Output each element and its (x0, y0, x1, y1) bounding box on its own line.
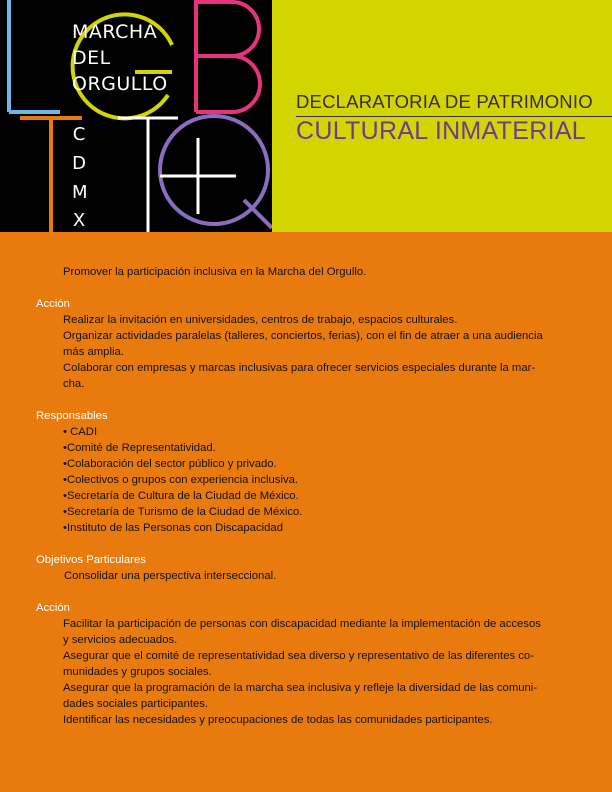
title-line-1: DECLARATORIA DE PATRIMONIO (296, 91, 593, 112)
responsable-item: • CADI (63, 426, 98, 438)
title-line-2: CULTURAL INMATERIAL (296, 117, 587, 145)
accion2-line: Facilitar la participación de personas con discapacidad mediante la implementación de accesos (63, 618, 541, 630)
section-heading-responsables: Responsables (36, 410, 108, 422)
logo-text-marcha: MARCHA (72, 21, 158, 43)
logo-text-del: DEL (72, 47, 111, 69)
logo-letter-m: M (72, 182, 88, 203)
accion1-line: cha. (63, 378, 85, 390)
accion1-line: Colaborar con empresas y marcas inclusivas para ofrecer servicios especiales durante la mar- (63, 362, 536, 374)
responsable-item: •Colectivos o grupos con experiencia inclusiva. (63, 474, 299, 486)
logo-letter-c: C (72, 124, 86, 145)
accion2-line: munidades y grupos sociales. (63, 666, 212, 678)
accion1-line: Realizar la invitación en universidades, centros de trabajo, espacios culturales. (63, 314, 458, 326)
objetivos-text: Consolidar una perspectiva interseccional. (64, 570, 277, 582)
header-banner (0, 0, 612, 232)
accion2-line: Identificar las necesidades y preocupaciones de todas las comunidades participantes. (63, 714, 493, 726)
logo-letter-x: X (72, 210, 86, 231)
accion1-line: Organizar actividades paralelas (talleres, conciertos, ferias), con el fin de atraer a una audiencia (63, 330, 543, 342)
marcha-orgullo-logo (0, 0, 272, 232)
accion2-line: Asegurar que el comité de representatividad sea diverso y representativo de las diferentes co- (63, 650, 534, 662)
accion2-line: dades sociales participantes. (63, 698, 209, 710)
logo-text-orgullo: ORGULLO (72, 73, 168, 95)
document-body (0, 232, 612, 792)
responsable-item: •Secretaría de Cultura de la Ciudad de México. (63, 490, 299, 502)
responsable-item: •Secretaría de Turismo de la Ciudad de México. (63, 506, 303, 518)
section-heading-accion-1: Acción (36, 298, 70, 310)
responsable-item: •Colaboración del sector público y privado. (63, 458, 277, 470)
responsable-item: •Instituto de las Personas con Discapacidad (63, 522, 283, 534)
accion1-line: más amplia. (63, 346, 124, 358)
accion2-line: y servicios adecuados. (63, 634, 178, 646)
section-heading-accion-2: Acción (36, 602, 70, 614)
logo-letter-d: D (72, 153, 86, 174)
accion2-line: Asegurar que la programación de la marcha sea inclusiva y refleje la diversidad de las comuni- (63, 682, 538, 694)
section-heading-objetivos: Objetivos Particulares (36, 554, 146, 566)
intro-text: Promover la participación inclusiva en la Marcha del Orgullo. (63, 266, 367, 278)
responsable-item: •Comité de Representatividad. (63, 442, 216, 454)
